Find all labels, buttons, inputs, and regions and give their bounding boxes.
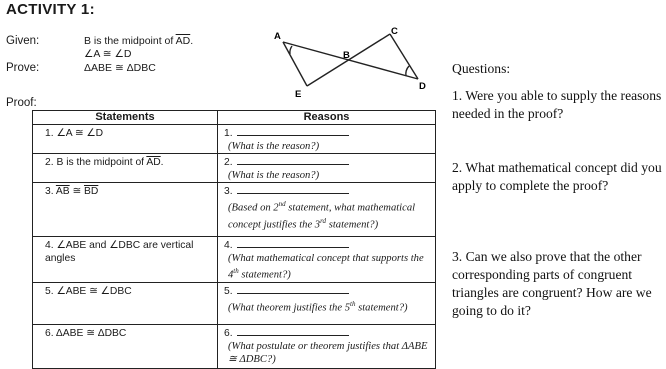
angle-mark-d [406,66,409,76]
given-line-2: ∠A ≅ ∠D [84,48,132,60]
reason-blank[interactable] [237,284,349,294]
proof-label: Proof: [6,97,37,109]
questions-heading: Questions: [452,61,511,76]
row-number: 3. [45,186,54,197]
row-number: 5. [45,285,54,297]
prove-statement: ΔABE ≅ ΔDBC [84,62,156,74]
statement-text: AB ≅ BD [55,186,99,197]
table-row [33,237,436,283]
reason-hint: (What is the reason?) [228,170,320,181]
triangle-figure [270,22,450,102]
reason-blank[interactable] [237,155,349,165]
reason-hint: (What postulate or theorem justifies that ΔABE ≅ ΔDBC?) [228,340,428,365]
figure-lines [283,34,418,86]
proof-table [32,110,436,369]
reason-hint: (What is the reason?) [228,141,320,152]
table-row [33,324,436,368]
given-label: Given: [6,35,40,47]
point-label-c: C [391,26,398,37]
reason-number: 3. [224,186,233,197]
row-number: 6. [45,327,54,339]
point-label-a: A [274,31,281,42]
row-number: 4. [45,240,54,251]
activity-title: ACTIVITY 1: [6,1,95,18]
statement-text: ∠A ≅ ∠D [56,128,104,139]
statement-text: ∠ABE and ∠DBC are vertical angles [45,240,194,264]
table-header-row [33,111,436,125]
reason-number: 2. [224,157,233,168]
reason-blank[interactable] [237,326,349,336]
question-3: 3. Can we also prove that the other corresponding parts of congruent triangles are congruent? How are we going to do it? [452,249,652,318]
point-label-b: B [343,50,350,61]
row-number: 2. [45,157,54,168]
reason-number: 5. [224,285,233,297]
table-row [33,154,436,183]
question-2: 2. What mathematical concept did you apply to complete the proof? [452,160,662,193]
reason-hint: (What theorem justifies the 5th statement?) [228,299,408,314]
angle-mark-a [290,46,292,54]
question-1: 1. Were you able to supply the reasons needed in the proof? [452,88,662,121]
statement-text: ∠ABE ≅ ∠DBC [56,285,132,297]
given-line-1: B is the midpoint of AD. [84,35,194,47]
table-row [33,183,436,237]
table-row [33,125,436,154]
point-label-d: D [419,81,426,92]
statement-text: B is the midpoint of AD. [56,157,164,168]
reason-blank[interactable] [237,238,349,248]
table-row [33,282,436,324]
reason-hint: (Based on 2nd statement, what mathematical concept justifies the 3rd statement?) [228,200,416,231]
point-label-e: E [295,89,302,100]
reason-blank[interactable] [237,126,349,136]
statements-header: Statements [33,111,218,125]
statement-text: ΔABE ≅ ΔDBC [55,327,127,339]
reason-number: 4. [224,240,233,251]
reason-hint: (What mathematical concept that supports the 4th statement?) [228,253,424,281]
reasons-header: Reasons [218,111,436,125]
prove-label: Prove: [6,62,40,74]
reason-number: 1. [224,128,233,139]
reason-blank[interactable] [237,184,349,194]
reason-number: 6. [224,327,233,339]
row-number: 1. [45,128,54,139]
